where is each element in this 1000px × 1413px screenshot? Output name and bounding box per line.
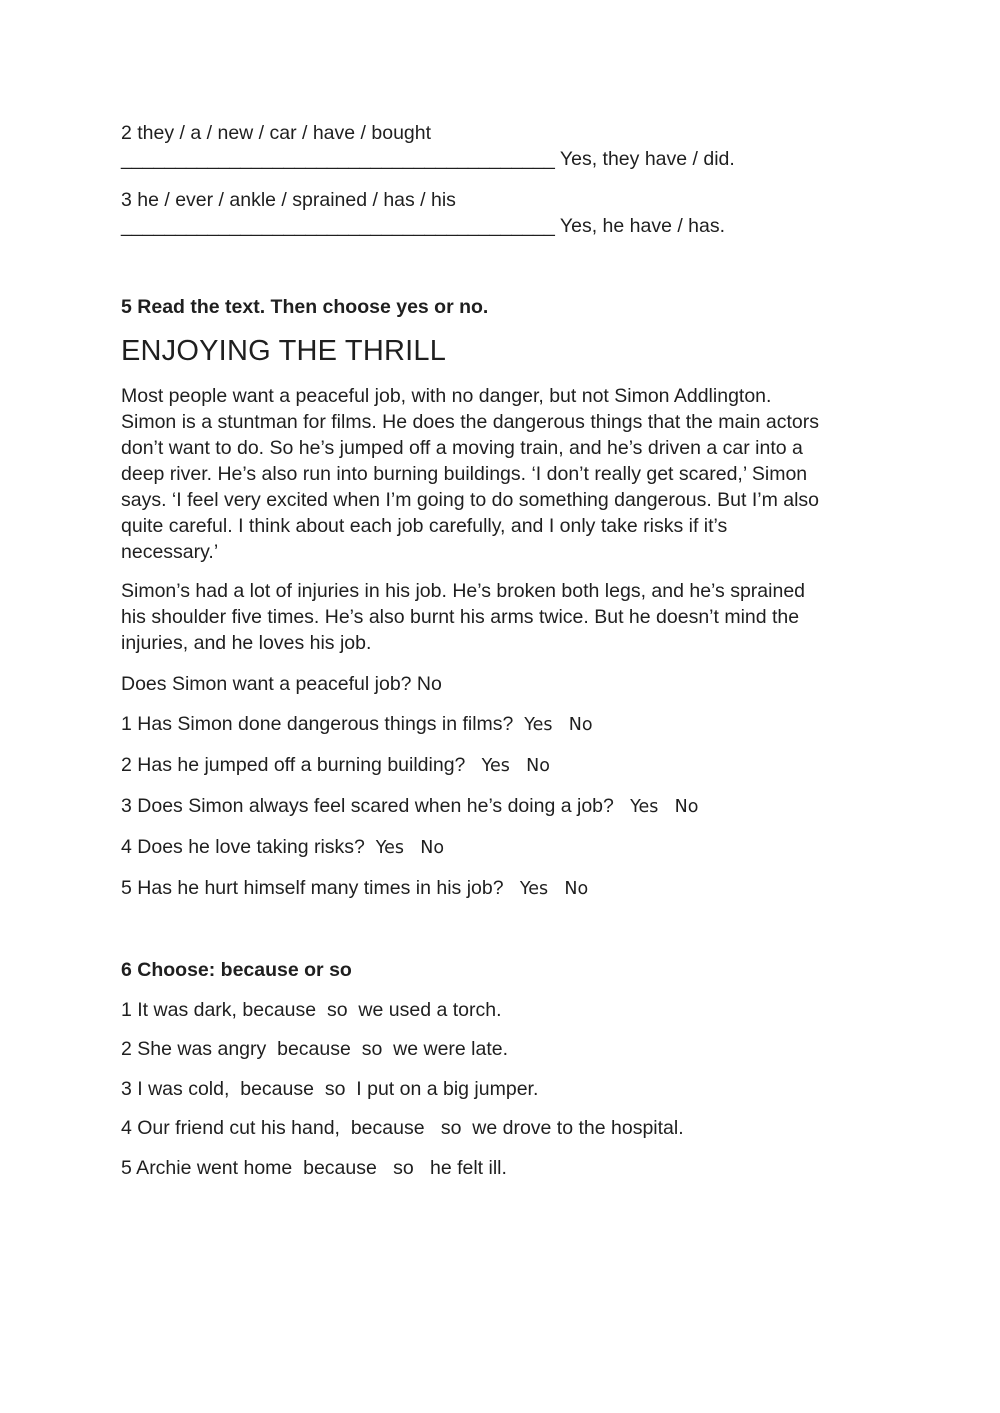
no-option[interactable]: No (526, 756, 550, 776)
reorder-answer-row-3 (121, 213, 725, 239)
sentence-start: 1 It was dark, (121, 999, 237, 1021)
question-text: 4 Does he love taking risks? (121, 836, 365, 858)
paragraph-2-line: Simon’s had a lot of injuries in his job. He’s broken both legs, and he’s sprained (121, 580, 806, 602)
sentence-end: he felt ill. (429, 1157, 507, 1179)
yes-option[interactable]: Yes (630, 797, 659, 817)
paragraph-1-line: Most people want a peaceful job, with no danger, but not Simon Addlington. (121, 385, 772, 407)
paragraph-1-line: says. ‘I feel very excited when I’m going to do something dangerous. But I’m also (121, 489, 820, 511)
so-option[interactable]: so (361, 1038, 383, 1060)
paragraph-2-line: injuries, and he loves his job. (121, 632, 372, 654)
choice-row-5 (121, 1155, 507, 1181)
paragraph-1-line: quite careful. I think about each job carefully, and I only take risks if it’s (121, 515, 728, 537)
question-text: 5 Has he hurt himself many times in his job? (121, 877, 504, 899)
choice-row-3 (121, 1076, 538, 1102)
question-text: 3 Does Simon always feel scared when he’s doing a job? (121, 795, 614, 817)
answer-text-2: Yes, they have / did. (559, 148, 735, 170)
so-option[interactable]: so (393, 1157, 414, 1179)
reorder-answer-row-2 (121, 146, 735, 172)
section-6-heading: 6 Choose: because or so (121, 959, 352, 981)
paragraph-1-line: don’t want to do. So he’s jumped off a moving train, and he’s driven a car into a (121, 437, 803, 459)
reading-title: ENJOYING THE THRILL (121, 335, 447, 367)
question-row-3 (121, 793, 698, 820)
no-option[interactable]: No (564, 879, 589, 899)
sentence-start: 4 Our friend cut his hand, (121, 1117, 340, 1139)
section-5-heading: 5 Read the text. Then choose yes or no. (121, 296, 489, 318)
choice-row-1 (121, 997, 502, 1023)
so-option[interactable]: so (326, 999, 348, 1021)
paragraph-1-line: Simon is a stuntman for films. He does the dangerous things that the main actors (121, 411, 820, 433)
sentence-start: 3 I was cold, (121, 1078, 230, 1100)
choice-row-2 (121, 1036, 508, 1062)
question-row-2 (121, 752, 550, 779)
sentence-start: 2 She was angry (121, 1038, 267, 1060)
sentence-end: we used a torch. (358, 999, 502, 1021)
sentence-end: we were late. (393, 1038, 509, 1060)
reorder-prompt-2: 2 they / a / new / car / have / bought (121, 122, 432, 144)
question-row-1 (121, 711, 593, 738)
sentence-end: we drove to the hospital. (472, 1117, 684, 1139)
choice-row-4 (121, 1115, 684, 1141)
because-option[interactable]: because (277, 1038, 351, 1060)
paragraph-1-line: deep river. He’s also run into burning buildings. ‘I don’t really get scared,’ Simon (121, 463, 808, 485)
because-option[interactable]: because (303, 1157, 377, 1179)
sentence-end: I put on a big jumper. (356, 1078, 539, 1100)
paragraph-1-line: necessary.’ (121, 541, 219, 563)
answer-blank-3[interactable]: ________________________________________ (121, 215, 555, 237)
because-option[interactable]: because (350, 1117, 425, 1139)
reorder-prompt-3: 3 he / ever / ankle / sprained / has / his (121, 189, 456, 211)
yes-option[interactable]: Yes (519, 879, 549, 899)
yes-option[interactable]: Yes (375, 838, 404, 858)
yes-option[interactable]: Yes (524, 715, 553, 735)
because-option[interactable]: because (240, 1078, 314, 1100)
question-row-4 (121, 834, 444, 861)
example-question: Does Simon want a peaceful job? No (121, 673, 442, 695)
answer-text-3: Yes, he have / has. (559, 215, 726, 237)
sentence-start: 5 Archie went home (121, 1157, 293, 1179)
question-text: 1 Has Simon done dangerous things in films? (121, 713, 514, 735)
answer-blank-2[interactable]: ________________________________________ (121, 148, 555, 170)
yes-option[interactable]: Yes (481, 756, 510, 776)
question-row-5 (121, 875, 588, 902)
no-option[interactable]: No (568, 715, 593, 735)
no-option[interactable]: No (420, 838, 445, 858)
paragraph-2-line: his shoulder five times. He’s also burnt his arms twice. But he doesn’t mind the (121, 606, 800, 628)
question-text: 2 Has he jumped off a burning building? (121, 754, 466, 776)
so-option[interactable]: so (440, 1117, 462, 1139)
no-option[interactable]: No (674, 797, 699, 817)
so-option[interactable]: so (324, 1078, 346, 1100)
because-option[interactable]: because (242, 999, 317, 1021)
